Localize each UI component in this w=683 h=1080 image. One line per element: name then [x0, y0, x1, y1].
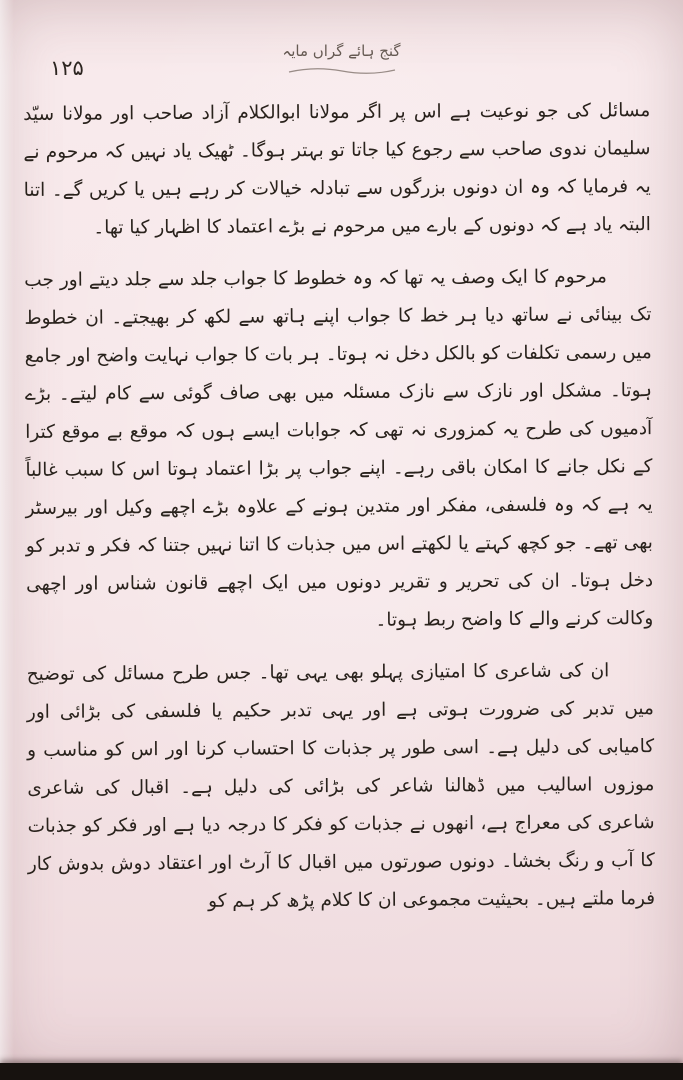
- paragraph: مرحوم کا ایک وصف یہ تھا کہ وہ خطوط کا جواب جلد سے جلد دیتے اور جب تک بینائی نے ساتھ دیا ہر خط کا جواب اپنے ہاتھ سے لکھ کر بھیجتے۔ ان خطوط میں رسمی تکلفات کو بالکل دخل نہ ہوتا۔ ہر بات کا جواب نہایت واضح اور جامع ہوتا۔ مشکل اور نازک سے نازک مسئلہ میں بھی صاف گوئی سے کام لیتے۔ بڑے آدمیوں کی طرح یہ کمزوری نہ تھی کہ جوابات ایسے ہوں کہ موقع بے موقع کترا کے نکل جانے کا امکان باقی رہے۔ اپنے جواب پر بڑا اعتماد ہوتا اس کا سبب غالباً یہ ہے کہ وہ فلسفی، مفکر اور متدین ہونے کے علاوہ بڑے اچھے وکیل اور بیرسٹر بھی تھے۔ جو کچھ کہتے یا لکھتے اس میں جذبات کا اتنا نہیں جتنا کہ فکر و تدبر کو دخل ہوتا۔ ان کی تحریر و تقریر دونوں میں ایک اچھے قانون شناس اور اچھی وکالت کرنے والے کا واضح ربط ہوتا۔: [24, 266, 654, 631]
- page-number: ۱۲۵: [50, 56, 84, 80]
- book-header-title: گنج ہائے گراں مایہ: [282, 42, 401, 60]
- scan-edge-highlight: [0, 0, 14, 1080]
- paragraph: مسائل کی جو نوعیت ہے اس پر اگر مولانا ابوالکلام آزاد صاحب اور مولانا سیّد سلیمان ندوی صاحب سے رجوع کیا جاتا تو بہتر ہوگا۔ ٹھیک یاد نہیں کہ مرحوم نے یہ فرمایا کہ وہ ان دونوں بزرگوں سے تبادلہ خیالات کر رہے ہیں یا کریں گے۔ اتنا البتہ یاد ہے کہ دونوں کے بارے میں مرحوم نے بڑے اعتماد کا اظہار کیا تھا۔: [23, 100, 651, 239]
- scan-bottom-edge: [0, 1063, 683, 1080]
- page-body-text: [23, 92, 656, 1038]
- title-flourish-decoration: [287, 66, 397, 76]
- paragraph: ان کی شاعری کا امتیازی پہلو بھی یہی تھا۔ جس طرح مسائل کی توضیح میں تدبر کی ضرورت ہوتی ہے اور یہی تدبر حکیم یا فلسفی کی بڑائی اور کامیابی کی دلیل ہے۔ اسی طور پر جذبات کا احتساب کرنا اور اس کو مناسب و موزوں اسالیب میں ڈھالنا شاعر کی بڑائی کی دلیل ہے۔ اقبال کی شاعری شاعری کی معراج ہے، انھوں نے جذبات کو فکر کا درجہ دیا ہے اور فکر کو جذبات کا آب و رنگ بخشا۔ دونوں صورتوں میں اقبال کا آرٹ اور اعتقاد دوش بدوش کار فرما ملتے ہیں۔ بحیثیت مجموعی ان کا کلام پڑھ کر ہم کو: [26, 660, 656, 912]
